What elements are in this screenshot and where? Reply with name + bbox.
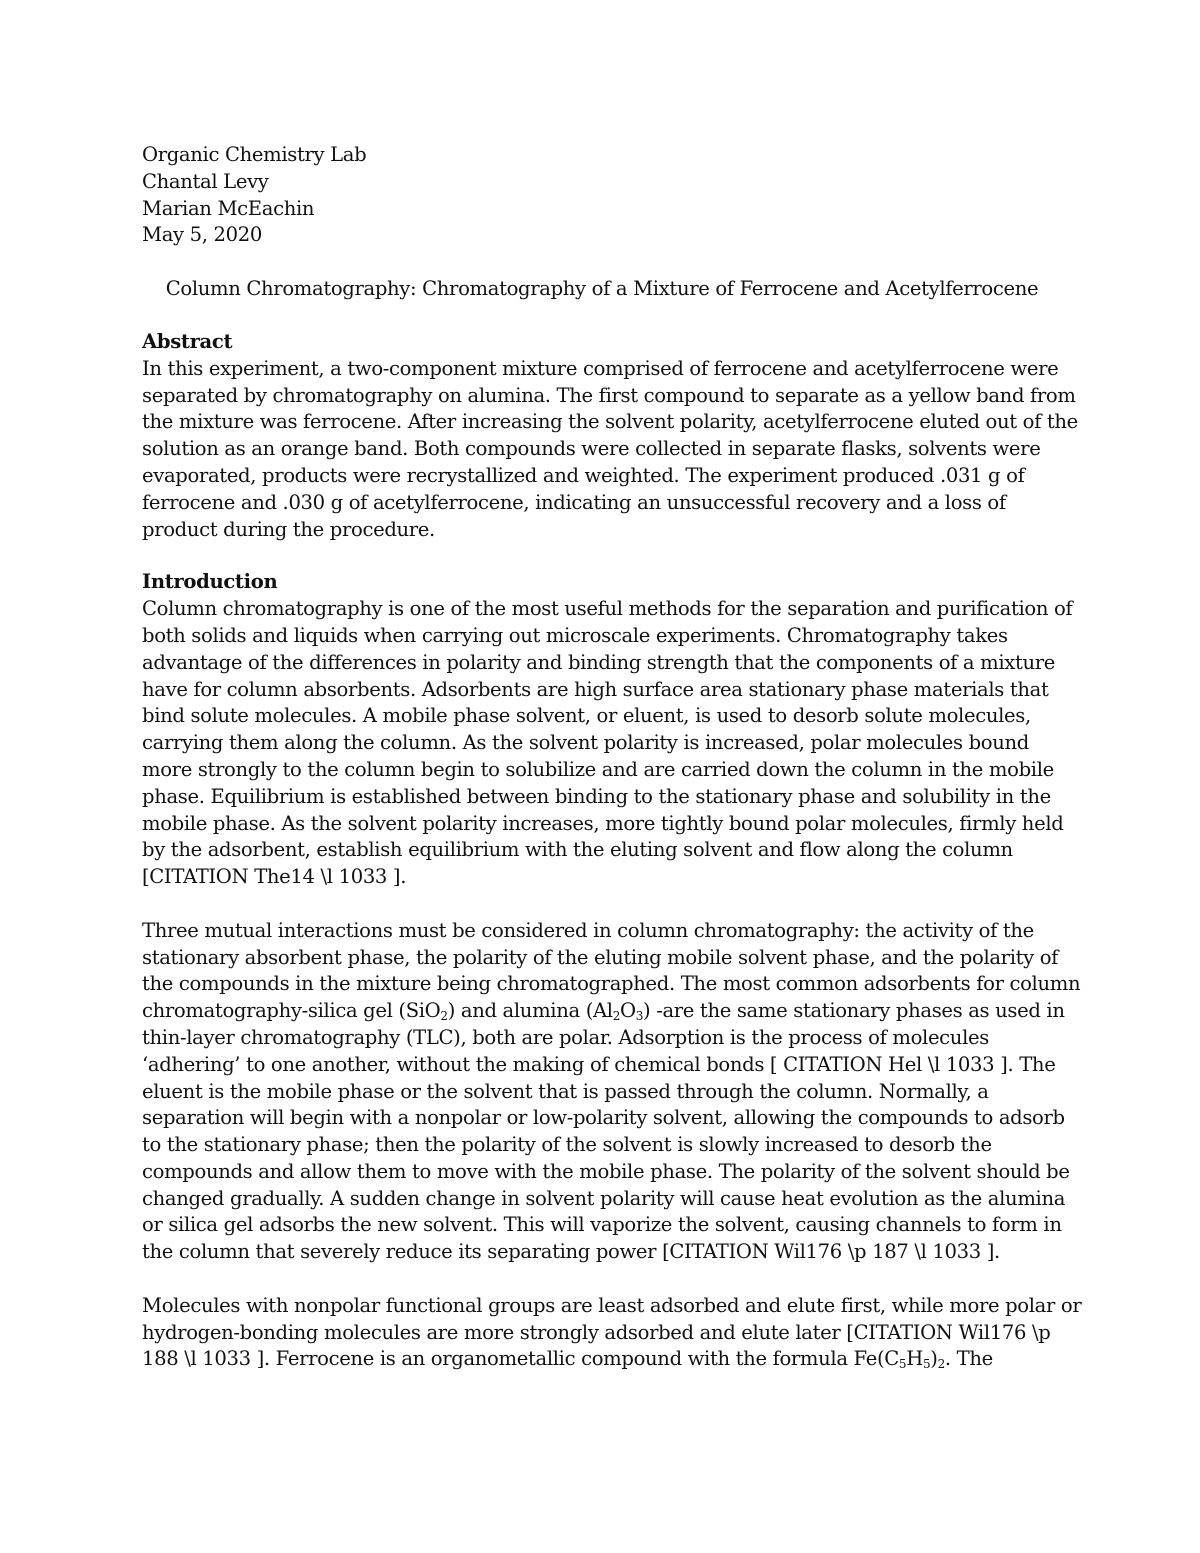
text-line: Three mutual interactions must be considered in column chromatography: the activity of the bbox=[142, 918, 1034, 942]
abstract-heading: Abstract bbox=[142, 329, 233, 353]
introduction-heading: Introduction bbox=[142, 570, 278, 594]
text-line: compounds and allow them to move with the mobile phase. The polarity of the solvent should be bbox=[142, 1159, 1070, 1183]
text-line: to the stationary phase; then the polarity of the solvent is slowly increased to desorb the bbox=[142, 1133, 992, 1157]
document-page bbox=[142, 142, 1082, 1373]
introduction-paragraph-2 bbox=[142, 918, 1081, 1266]
text-line: the column that severely reduce its separating power [CITATION Wil176 \p 187 \l 1033 ]. bbox=[142, 1240, 1000, 1264]
text-line: have for column absorbents. Adsorbents are high surface area stationary phase materials that bbox=[142, 677, 1049, 701]
text-line: mobile phase. As the solvent polarity increases, more tightly bound polar molecules, firmly held bbox=[142, 811, 1064, 835]
author-name: Marian McEachin bbox=[142, 196, 315, 220]
text-segment: 188 \l 1033 ]. Ferrocene is an organometallic compound with the formula Fe(C bbox=[142, 1347, 899, 1371]
course-name: Organic Chemistry Lab bbox=[142, 143, 367, 166]
document-header bbox=[142, 142, 1062, 249]
text-line: by the adsorbent, establish equilibrium with the eluting solvent and flow along the column bbox=[142, 838, 1013, 862]
text-segment: . The bbox=[944, 1347, 993, 1371]
introduction-paragraph-1 bbox=[142, 596, 1073, 891]
subscript: 2 bbox=[937, 1357, 945, 1372]
text-line: ferrocene and .030 g of acetylferrocene, indicating an unsuccessful recovery and a loss of bbox=[142, 490, 1006, 514]
text-line bbox=[142, 998, 1065, 1025]
subscript: 5 bbox=[922, 1357, 931, 1372]
text-line: Column chromatography is one of the most useful methods for the separation and purification of bbox=[142, 597, 1073, 621]
subscript: 5 bbox=[898, 1357, 907, 1372]
text-line: the compounds in the mixture being chromatographed. The most common adsorbents for column bbox=[142, 972, 1081, 996]
text-line: eluent is the mobile phase or the solvent that is passed through the column. Normally, a bbox=[142, 1079, 989, 1103]
text-line: carrying them along the column. As the solvent polarity is increased, polar molecules bound bbox=[142, 731, 1029, 755]
text-segment: ) bbox=[930, 1347, 938, 1371]
subscript: 2 bbox=[440, 1009, 448, 1024]
text-line: solution as an orange band. Both compounds were collected in separate flasks, solvents were bbox=[142, 437, 1041, 461]
abstract-paragraph bbox=[142, 356, 1078, 544]
text-segment: ) and alumina (Al bbox=[447, 999, 613, 1023]
text-line: or silica gel adsorbs the new solvent. This will vaporize the solvent, causing channels to form in bbox=[142, 1213, 1062, 1237]
text-segment: chromatography-silica gel (SiO bbox=[142, 999, 441, 1023]
subscript: 3 bbox=[635, 1009, 644, 1024]
citation-line: [CITATION The14 \l 1033 ]. bbox=[142, 865, 407, 889]
text-line: advantage of the differences in polarity and binding strength that the components of a mixture bbox=[142, 650, 1056, 674]
text-line bbox=[142, 1346, 1062, 1373]
text-line: ‘adhering’ to one another, without the making of chemical bonds [ CITATION Hel \l 1033 ]. The bbox=[142, 1052, 1056, 1076]
text-segment: H bbox=[906, 1347, 923, 1371]
document-title: Column Chromatography: Chromatography of a Mixture of Ferrocene and Acetylferrocene bbox=[165, 277, 1039, 301]
introduction-paragraph-3 bbox=[142, 1293, 1082, 1373]
document-date: May 5, 2020 bbox=[142, 223, 262, 247]
text-line: changed gradually. A sudden change in solvent polarity will cause heat evolution as the alumina bbox=[142, 1186, 1066, 1210]
text-line: hydrogen-bonding molecules are more strongly adsorbed and elute later [CITATION Wil176 \p bbox=[142, 1320, 1051, 1344]
text-line: product during the procedure. bbox=[142, 517, 435, 541]
text-line: phase. Equilibrium is established between binding to the stationary phase and solubility in the bbox=[142, 784, 1051, 808]
text-line: stationary absorbent phase, the polarity of the eluting mobile solvent phase, and the polarity of bbox=[142, 945, 1059, 969]
text-line: the mixture was ferrocene. After increasing the solvent polarity, acetylferrocene eluted out of the bbox=[142, 410, 1078, 434]
text-line: separated by chromatography on alumina. The first compound to separate as a yellow band from bbox=[142, 383, 1076, 407]
text-line: more strongly to the column begin to solubilize and are carried down the column in the mobile bbox=[142, 757, 1054, 781]
text-segment: ) -are the same stationary phases as used in bbox=[643, 999, 1065, 1023]
text-line: evaporated, products were recrystallized and weighted. The experiment produced .031 g of bbox=[142, 463, 1025, 487]
text-line: bind solute molecules. A mobile phase solvent, or eluent, is used to desorb solute molecules, bbox=[142, 704, 1031, 728]
subscript: 2 bbox=[612, 1009, 620, 1024]
author-name: Chantal Levy bbox=[142, 169, 269, 193]
text-line: Molecules with nonpolar functional groups are least adsorbed and elute first, while more polar or bbox=[142, 1293, 1082, 1317]
text-line: separation will begin with a nonpolar or low-polarity solvent, allowing the compounds to adsorb bbox=[142, 1106, 1065, 1130]
text-line: both solids and liquids when carrying out microscale experiments. Chromatography takes bbox=[142, 623, 1008, 647]
text-segment: O bbox=[620, 999, 636, 1023]
text-line: In this experiment, a two-component mixture comprised of ferrocene and acetylferrocene were bbox=[142, 356, 1059, 380]
text-line: thin-layer chromatography (TLC), both are polar. Adsorption is the process of molecules bbox=[142, 1025, 989, 1049]
